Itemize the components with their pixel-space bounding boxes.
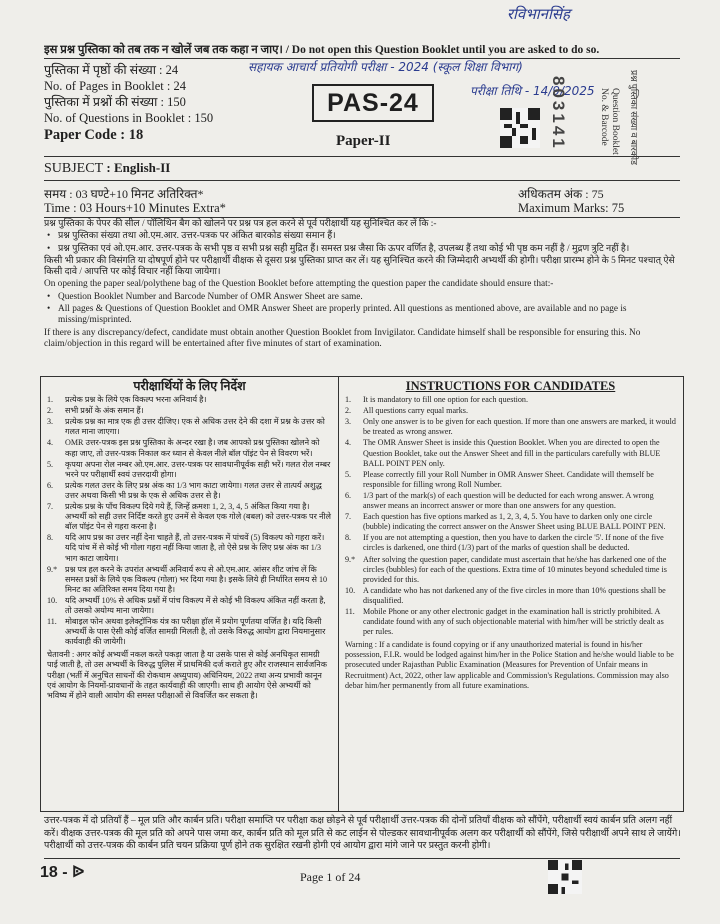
- instruction-text: प्रत्येक प्रश्न के लिये एक विकल्प भरना अनिवार्य है।: [65, 395, 207, 405]
- instruction-item: [345, 438, 676, 468]
- time-hi: समय : 03 घण्टे+10 मिनट अतिरिक्त*: [44, 187, 204, 201]
- pages-hi: पुस्तिका में पृष्ठों की संख्या : 24: [44, 63, 179, 77]
- instruction-number: 11.: [345, 606, 355, 616]
- instruction-number: 1.: [345, 395, 352, 405]
- instruction-item: [345, 607, 676, 637]
- instruction-item: [47, 596, 332, 616]
- max-marks-en: Maximum Marks: 75: [518, 201, 625, 215]
- instruction-item: [47, 533, 332, 563]
- divider: [44, 217, 680, 218]
- instruction-number: 10.: [345, 585, 356, 595]
- instructions-en-list: [345, 395, 676, 637]
- intro-en-bullet: • All pages & Questions of Question Booklet and OMR Answer Sheet are properly printed. All questions as mentioned above, are available and no page is missing/misprinted.: [44, 304, 684, 327]
- instruction-number: 10.: [47, 595, 58, 605]
- instruction-number: 9.*: [47, 564, 58, 574]
- divider: [44, 858, 680, 859]
- answer-sheet-note: उत्तर-पत्रक में दो प्रतियाँ हैं – मूल प्रति और कार्बन प्रति। परीक्षा समाप्ति पर परीक्षा कक्ष छोड़ने से पूर्व परीक्षार्थी उत्तर-पत्रक की दोनों प्रतियाँ वीक्षक को सौंपेंगे, परीक्षार्थी स्वयं कार्बन प्रति अलग नहीं करें। वीक्षक उत्तर-पत्रक की मूल प्रति को अपने पास जमा कर, कार्बन प्रति को मूल प्रति से कट लाईन से पोल्डकर सावधानीपूर्वक अलग कर परीक्षार्थी को सौंपेंगे, जिसे परीक्षार्थी अपने साथ ले जायेंगे। परीक्षार्थी को उत्तर-पत्रक की कार्बन प्रति चयन प्रक्रिया पूर्ण होने तक सुरक्षित रखनी होगी एवं आयोग द्वारा मांगे जाने पर प्रस्तुत करनी होगी।: [44, 816, 681, 851]
- instruction-number: 4.: [47, 438, 54, 448]
- instruction-number: 6.: [345, 490, 352, 500]
- intro-en-tail: If there is any discrepancy/defect, candidate must obtain another Question Booklet from Invigilator. Candidate himself shall be responsible for ensuring this. No claim/objection in this regard will be entertained after five minutes of start of examination.: [44, 327, 641, 349]
- intro-hi-bullet: • प्रश्न पुस्तिका एवं ओ.एम.आर. उत्तर-पत्रक के सभी पृष्ठ व सभी प्रश्न सही मुद्रित हैं। समस्त प्रश्न जैसा कि ऊपर वर्णित है, उपलब्ध हैं तथा कोई भी पृष्ठ कम नहीं है / मुद्रण त्रुटि नहीं है।: [44, 244, 684, 255]
- divider: [44, 180, 680, 181]
- instruction-text: प्रत्येक गलत उत्तर के लिए प्रश्न अंक का 1/3 भाग काटा जायेगा। गलत उत्तर से तात्पर्य अशुद्ध उत्तर अथवा किसी भी प्रश्न के एक से अधिक उत्तर से है।: [65, 480, 322, 500]
- exam-code-box: PAS-24: [312, 84, 434, 122]
- instruction-item: [345, 395, 676, 405]
- instructions-en-title: INSTRUCTIONS FOR CANDIDATES: [405, 379, 616, 393]
- instruction-number: 4.: [345, 438, 352, 448]
- pre-exam-instructions: [44, 219, 684, 351]
- handwritten-date-note: परीक्षा तिथि - 14/9/2025: [470, 84, 595, 98]
- footer-code: 18 - ᐉ: [40, 864, 85, 881]
- instruction-number: 5.: [345, 469, 352, 479]
- instructions-hi-list: [47, 395, 332, 647]
- time-en: Time : 03 Hours+10 Minutes Extra*: [44, 201, 226, 215]
- instruction-text: मोबाइल फोन अथवा इलेक्ट्रॉनिक यंत्र का परीक्षा हॉल में प्रयोग पूर्णतया वर्जित है। यदि किसी अभ्यर्थी के पास ऐसी कोई वर्जित सामग्री मिलती है, तो उसके विरुद्ध आयोग द्वारा नियमानुसार कार्यवाही की जायेगी।: [65, 617, 326, 647]
- intro-hi-tail: किसी भी प्रकार की विसंगति या दोषपूर्ण होने पर परीक्षार्थी वीक्षक से दूसरा प्रश्न पुस्तिका प्राप्त कर लें। यह सुनिश्चित करने की जिम्मेदारी अभ्यर्थी की होगी। परीक्षा प्रारम्भ होने के 5 मिनट पश्चात् ऐसे किसी दावे / आपत्ति पर कोई विचार नहीं किया जायेगा।: [44, 255, 675, 278]
- instruction-number: 6.: [47, 480, 54, 490]
- instruction-text: It is mandatory to fill one option for each question.: [363, 395, 528, 405]
- page-number: Page 1 of 24: [300, 870, 361, 884]
- instruction-text: All questions carry equal marks.: [363, 406, 468, 416]
- top-warning: इस प्रश्न पुस्तिका को तब तक न खोलें जब तक कहा न जाए। / Do not open this Question Booklet until you are asked to do so.: [44, 44, 600, 56]
- pages-en: No. of Pages in Booklet : 24: [44, 79, 187, 93]
- instruction-text: Please correctly fill your Roll Number in OMR Answer Sheet. Candidate will themself be responsible for filling wrong Roll Number.: [363, 469, 654, 489]
- instruction-item: [345, 470, 676, 490]
- intro-en-bullet: • Question Booklet Number and Barcode Number of OMR Answer Sheet are same.: [44, 292, 684, 303]
- instructions-hi-title: परीक्षार्थियों के लिए निर्देश: [133, 379, 246, 393]
- instruction-number: 9.*: [345, 554, 356, 564]
- instruction-text: A candidate who has not darkened any of the five circles in more than 10% questions shall be disqualified.: [363, 585, 666, 605]
- instruction-item: [345, 512, 676, 532]
- instruction-text: 1/3 part of the mark(s) of each question will be deducted for each wrong answer. A wrong answer means an incorrect answer or more than one answers for any question.: [363, 490, 654, 511]
- subject-line: [44, 160, 170, 177]
- instruction-text: सभी प्रश्नों के अंक समान हैं।: [65, 406, 144, 416]
- booklet-label-hi: प्रश्न पुस्तिका संख्या व बारकोड: [629, 70, 639, 165]
- instruction-item: [47, 565, 332, 595]
- instruction-number: 1.: [47, 395, 54, 405]
- max-marks-hi: अधिकतम अंक : 75: [518, 187, 604, 201]
- paper-code: Paper Code : 18: [44, 127, 144, 143]
- instruction-text: यदि आप प्रश्न का उत्तर नहीं देना चाहते हैं, तो उत्तर-पत्रक में पांचवें (5) विकल्प को गहरा करें। यदि पांच में से कोई भी गोला गहरा नहीं किया जाता है, तो ऐसे प्रश्न के लिए प्रश्न अंक का 1/3 भाग काटा जायेगा।: [65, 533, 325, 563]
- instruction-item: [345, 555, 676, 585]
- instructions-english: [339, 377, 682, 811]
- instruction-number: 8.: [47, 533, 54, 543]
- questions-hi: पुस्तिका में प्रश्नों की संख्या : 150: [44, 95, 186, 109]
- instruction-item: [345, 417, 676, 437]
- instruction-number: 2.: [345, 406, 352, 416]
- handwritten-exam-note: सहायक आचार्य प्रतियोगी परीक्षा - 2024 (स्कूल शिक्षा विभाग): [248, 60, 523, 74]
- instruction-item: [47, 502, 332, 532]
- intro-hi-lead: प्रश्न पुस्तिका के पेपर की सील / पॉलिथिन बैग को खोलने पर प्रश्न पत्र हल करने से पूर्व परीक्षार्थी यह सुनिश्चित कर लें कि :-: [44, 219, 437, 229]
- instruction-text: The OMR Answer Sheet is inside this Question Booklet. When you are directed to open the Question Booklet, take out the Answer Sheet and fill in the particulars carefully with BLUE BALL POINT PEN only.: [363, 438, 661, 468]
- booklet-meta: [44, 62, 254, 144]
- instruction-text: प्रत्येक प्रश्न के पाँच विकल्प दिये गये हैं, जिन्हें क्रमशः 1, 2, 3, 4, 5 अंकित किया गया है। अभ्यर्थी को सही उत्तर निर्दिष्ट करते हुए उनमें से केवल एक गोले (बबल) को उत्तर-पत्रक पर नीले बॉल पॉइंट पेन से गहरा करना है।: [65, 502, 332, 532]
- instructions-hindi: [41, 377, 339, 811]
- paper-label: Paper-II: [336, 133, 391, 149]
- instruction-text: After solving the question paper, candidate must ascertain that he/she has darkened one of the circles (bubbles) for each of the questions. Extra time of 10 minutes beyond scheduled time is provided for this.: [363, 554, 667, 584]
- instruction-item: [47, 395, 332, 405]
- instruction-text: Only one answer is to be given for each question. If more than one answers are marked, it would be treated as wrong answer.: [363, 417, 676, 437]
- instruction-number: 3.: [47, 417, 54, 427]
- instruction-text: कृपया अपना रोल नम्बर ओ.एम.आर. उत्तर-पत्रक पर सावधानीपूर्वक सही भरें। गलत रोल नम्बर भरने पर परीक्षार्थी स्वयं उत्तरदायी होगा।: [65, 459, 331, 479]
- instruction-item: [47, 481, 332, 501]
- subject-label: SUBJECT: [44, 161, 103, 176]
- instruction-item: [47, 406, 332, 416]
- instruction-item: [47, 460, 332, 480]
- qr-code-icon: [548, 860, 582, 894]
- instruction-item: [345, 533, 676, 553]
- booklet-label-en: Question Booklet No. & Barcode: [599, 88, 620, 155]
- questions-en: No. of Questions in Booklet : 150: [44, 111, 214, 125]
- instruction-item: [47, 417, 332, 437]
- instruction-number: 7.: [47, 502, 54, 512]
- instruction-number: 3.: [345, 417, 352, 427]
- instruction-number: 8.: [345, 533, 352, 543]
- instructions-box: [40, 376, 684, 812]
- instruction-number: 2.: [47, 406, 54, 416]
- subject-value: : English-II: [106, 160, 171, 175]
- instruction-text: OMR उत्तर-पत्रक इस प्रश्न पुस्तिका के अन्दर रखा है। जब आपको प्रश्न पुस्तिका खोलने को कहा जाए, तो उत्तर-पत्रक निकाल कर ध्यान से केवल नीले बॉल पॉइंट पेन से विवरण भरें।: [65, 438, 320, 458]
- instruction-number: 5.: [47, 459, 54, 469]
- instruction-number: 11.: [47, 617, 57, 627]
- instruction-item: [47, 617, 332, 647]
- instruction-text: यदि अभ्यर्थी 10% से अधिक प्रश्नों में पांच विकल्प में से कोई भी विकल्प अंकित नहीं करता है, तो उसको अयोग्य माना जायेगा।: [65, 595, 326, 615]
- instruction-number: 7.: [345, 512, 352, 522]
- warning-en: Warning : If a candidate is found copying or if any unauthorized material is found in his/her possession, F.I.R. would be lodged against him/her in the Police Station and he/she would liable to be prosecuted under Rajasthan Public Examination (Measures for Prevention of Unfair means in Recruitment) Act, 2022, other law applicable and Commission's Regulations. Commission may also debar him/her permanently from all future examinations.: [345, 640, 674, 690]
- intro-hi-bullet: • प्रश्न पुस्तिका संख्या तथा ओ.एम.आर. उत्तर-पत्रक पर अंकित बारकोड संख्या समान हैं।: [44, 231, 684, 242]
- instruction-item: [345, 586, 676, 606]
- qr-code-icon: [500, 108, 540, 148]
- instruction-text: Mobile Phone or any other electronic gadget in the examination hall is strictly prohibited. A candidate found with any of such objectionable material with him/her will be strictly dealt as per rules.: [363, 606, 664, 637]
- instruction-text: प्रत्येक प्रश्न का मात्र एक ही उत्तर दीजिए। एक से अधिक उत्तर देने की दशा में प्रश्न के उत्तर को गलत माना जाएगा।: [65, 417, 325, 437]
- instruction-text: Each question has five options marked as 1, 2, 3, 4, 5. You have to darken only one circle (bubble) indicating the correct answer on the Answer Sheet using BLUE BALL POINT PEN.: [363, 512, 666, 532]
- handwritten-name: रविभानसिंह: [506, 5, 570, 23]
- instruction-text: If you are not attempting a question, then you have to darken the circle '5'. If none of the five circles is darkened, one third (1/3) part of the marks of question shall be deducted.: [363, 533, 664, 553]
- booklet-number: 803141: [549, 76, 568, 151]
- instruction-item: [345, 406, 676, 416]
- instruction-text: प्रश्न पत्र हल करने के उपरांत अभ्यर्थी अनिवार्य रूप से ओ.एम.आर. आंसर शीट जांच लें कि समस्त प्रश्नों के लिये एक विकल्प (गोला) भर दिया गया है। इसके लिये ही निर्धारित समय से 10 मिनट का अतिरिक्त समय दिया गया है।: [65, 564, 328, 594]
- intro-en-lead: On opening the paper seal/polythene bag of the Question Booklet before attempting the question paper the candidate should ensure that:-: [44, 279, 554, 290]
- divider: [44, 156, 680, 157]
- instruction-item: [345, 491, 676, 511]
- instruction-item: [47, 438, 332, 458]
- warning-hi: चेतावनी : अगर कोई अभ्यर्थी नकल करते पकड़ा जाता है या उसके पास से कोई अनधिकृत सामग्री पाई जाती है, तो उस अभ्यर्थी के विरुद्ध पुलिस में प्राथमिकी दर्ज कराते हुए और राजस्थान सार्वजनिक परीक्षा (भर्ती में अनुचित साधनों की रोकथाम अध्युपाय) अधिनियम, 2022 तथा अन्य प्रभावी कानून एवं आयोग के नियमों-प्रावधानों के तहत कार्यवाही की जाएगी। साथ ही आयोग ऐसे अभ्यर्थी को भविष्य में होने वाली आयोग की समस्त परीक्षाओं से विवर्जित कर सकता है।: [47, 650, 327, 700]
